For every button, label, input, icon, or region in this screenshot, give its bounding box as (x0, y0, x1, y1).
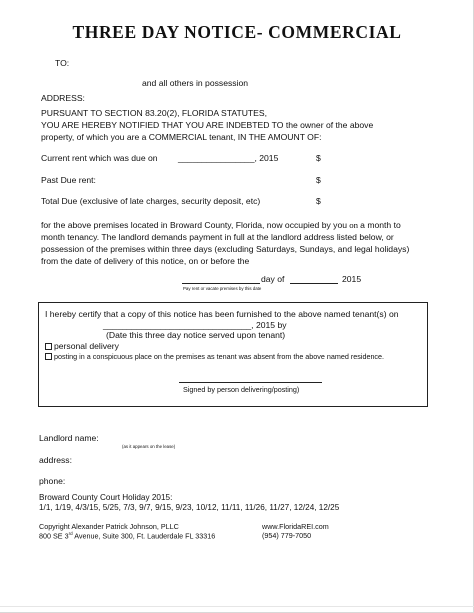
premises-line-4: from the date of delivery of this notice, on or before the (41, 256, 250, 266)
landlord-phone-label: phone: (39, 476, 66, 486)
current-rent-currency: $ (316, 153, 321, 163)
personal-delivery-checkbox[interactable] (45, 343, 52, 350)
page-bottom-rule (0, 606, 474, 607)
total-due-currency: $ (316, 196, 321, 206)
address-label: ADDRESS: (41, 93, 85, 103)
due-year: 2015 (342, 274, 362, 284)
current-rent-date-blank: ________________, 2015 (178, 153, 279, 163)
possession-text: and all others in possession (142, 78, 249, 88)
due-month-blank (290, 283, 338, 284)
posting-label: posting in a conspicuous place on the premises as tenant was absent from the above named residence. (54, 352, 385, 361)
certificate-line-1: I hereby certify that a copy of this notice has been furnished to the above named tenant(s) on (45, 309, 399, 319)
signature-caption: Signed by person delivering/posting) (183, 385, 300, 394)
certificate-date-caption: (Date this three day notice served upon tenant) (106, 330, 286, 340)
posting-checkbox[interactable] (45, 353, 52, 360)
posting-option[interactable] (45, 352, 384, 361)
holiday-heading: Broward County Court Holiday 2015: (39, 493, 173, 502)
due-day-blank (182, 283, 260, 284)
statute-line: PURSUANT TO SECTION 83.20(2), FLORIDA STATUTES, (41, 108, 268, 118)
signature-line (179, 382, 322, 383)
copyright-line: Copyright Alexander Patrick Johnson, PLLC (39, 522, 179, 531)
website-link[interactable]: www.FloridaREI.com (262, 522, 329, 531)
holiday-dates: 1/1, 1/19, 4/3/15, 5/25, 7/3, 9/7, 9/15, 9/23, 10/12, 11/11, 11/26, 11/27, 12/24, 12/25 (39, 503, 340, 512)
office-address-rest: Avenue, Suite 300, Ft. Lauderdale FL 33316 (72, 531, 216, 541)
office-address (39, 531, 215, 540)
indebted-line: YOU ARE HEREBY NOTIFIED THAT YOU ARE INDEBTED TO the owner of the above (41, 120, 374, 130)
certificate-of-service-box (38, 302, 428, 407)
certificate-date-blank: _______________________________, 2015 by (103, 320, 287, 330)
current-rent-label: Current rent which was due on (41, 153, 158, 163)
office-address-street: 800 SE 3 (39, 531, 69, 541)
personal-delivery-option[interactable] (45, 341, 119, 351)
premises-line-1-on: on (349, 220, 358, 230)
personal-delivery-label: personal delivery (54, 341, 119, 351)
premises-line-1-text: for the above premises located in Broward County, Florida, now occupied by you (41, 220, 348, 230)
landlord-name-caption: (as it appears on the lease) (122, 444, 176, 449)
office-address-ordinal: rd (68, 531, 73, 536)
landlord-name-label: Landlord name: (39, 433, 99, 443)
landlord-address-label: address: (39, 455, 72, 465)
past-due-label: Past Due rent: (41, 175, 96, 185)
premises-line-1-end: a month to (360, 220, 401, 230)
amount-line: property, of which you are a COMMERCIAL tenant, IN THE AMOUNT OF: (41, 132, 322, 142)
total-due-label: Total Due (exclusive of late charges, security deposit, etc) (41, 196, 261, 206)
day-of-label: day of (261, 274, 285, 284)
office-phone: (954) 779-7050 (262, 531, 312, 540)
to-label: TO: (55, 58, 70, 68)
premises-line-1 (41, 220, 401, 230)
premises-line-3: possession of the premises within three days (excluding Saturdays, Sundays, and legal holidays) (41, 244, 410, 254)
premises-line-2: month tenancy. The landlord demands payment in full at the landlord address listed below, or (41, 232, 394, 242)
past-due-currency: $ (316, 175, 321, 185)
pay-or-vacate-caption: Pay rent or vacate premises by this date (183, 286, 262, 291)
document-title: THREE DAY NOTICE- COMMERCIAL (72, 22, 402, 42)
